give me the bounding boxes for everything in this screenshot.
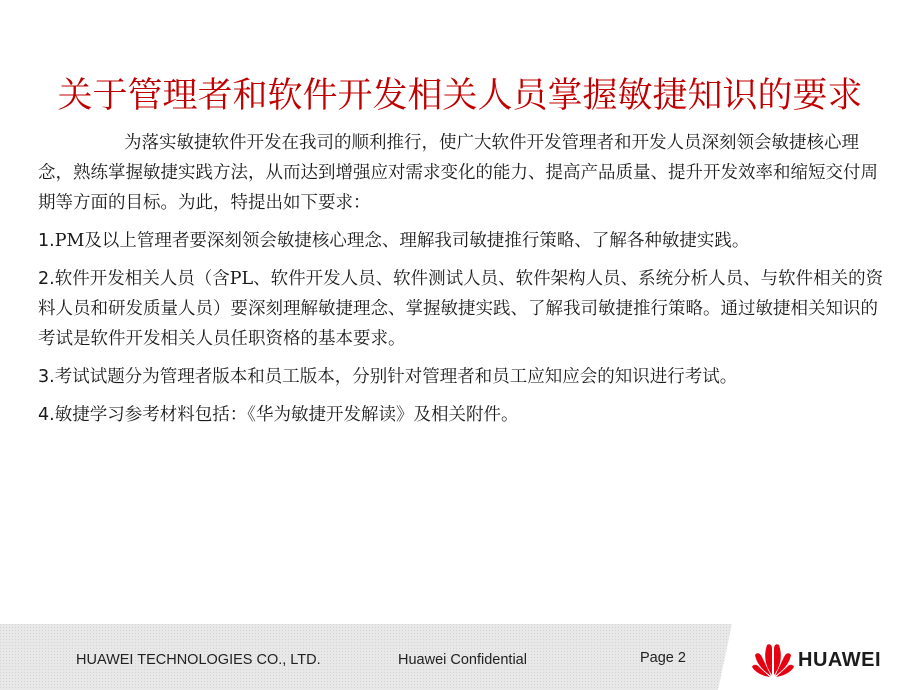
page-number: Page 2	[640, 650, 686, 666]
company-name: HUAWEI TECHNOLOGIES CO., LTD.	[76, 652, 321, 668]
list-item	[38, 362, 886, 392]
slide-body	[38, 128, 886, 438]
item-number: 2.	[38, 269, 55, 289]
huawei-petal-logo-icon	[752, 639, 794, 679]
item-number: 1.	[38, 231, 55, 251]
slide-title: 关于管理者和软件开发相关人员掌握敏捷知识的要求	[57, 76, 863, 116]
item-text: 考试试题分为管理者版本和员工版本，分别针对管理者和员工应知应会的知识进行考试。	[54, 367, 738, 387]
item-number: 3.	[38, 367, 55, 387]
confidentiality-label: Huawei Confidential	[398, 652, 527, 668]
item-text: PM及以上管理者要深刻领会敏捷核心理念、理解我司敏捷推行策略、了解各种敏捷实践。	[54, 231, 750, 251]
list-item	[38, 226, 886, 256]
list-item	[38, 264, 886, 354]
list-item	[38, 400, 886, 430]
item-text: 软件开发相关人员（含PL、软件开发人员、软件测试人员、软件架构人员、系统分析人员、与软件相关的资料人员和研发质量人员）要深刻理解敏捷理念、掌握敏捷实践、了解我司敏捷推行策略。通过敏捷相关知识的考试是软件开发相关人员任职资格的基本要求。	[38, 269, 884, 349]
intro-paragraph: 为落实敏捷软件开发在我司的顺利推行，使广大软件开发管理者和开发人员深刻领会敏捷核心理念，熟练掌握敏捷实践方法，从而达到增强应对需求变化的能力、提高产品质量、提升开发效率和缩短交付周期等方面的目标。为此，特提出如下要求：	[38, 133, 878, 213]
slide-footer	[0, 624, 920, 690]
huawei-logo	[752, 639, 912, 679]
item-number: 4.	[38, 405, 55, 425]
logo-wordmark: HUAWEI	[798, 649, 881, 671]
item-text: 敏捷学习参考材料包括：《华为敏捷开发解读》及相关附件。	[54, 405, 519, 425]
